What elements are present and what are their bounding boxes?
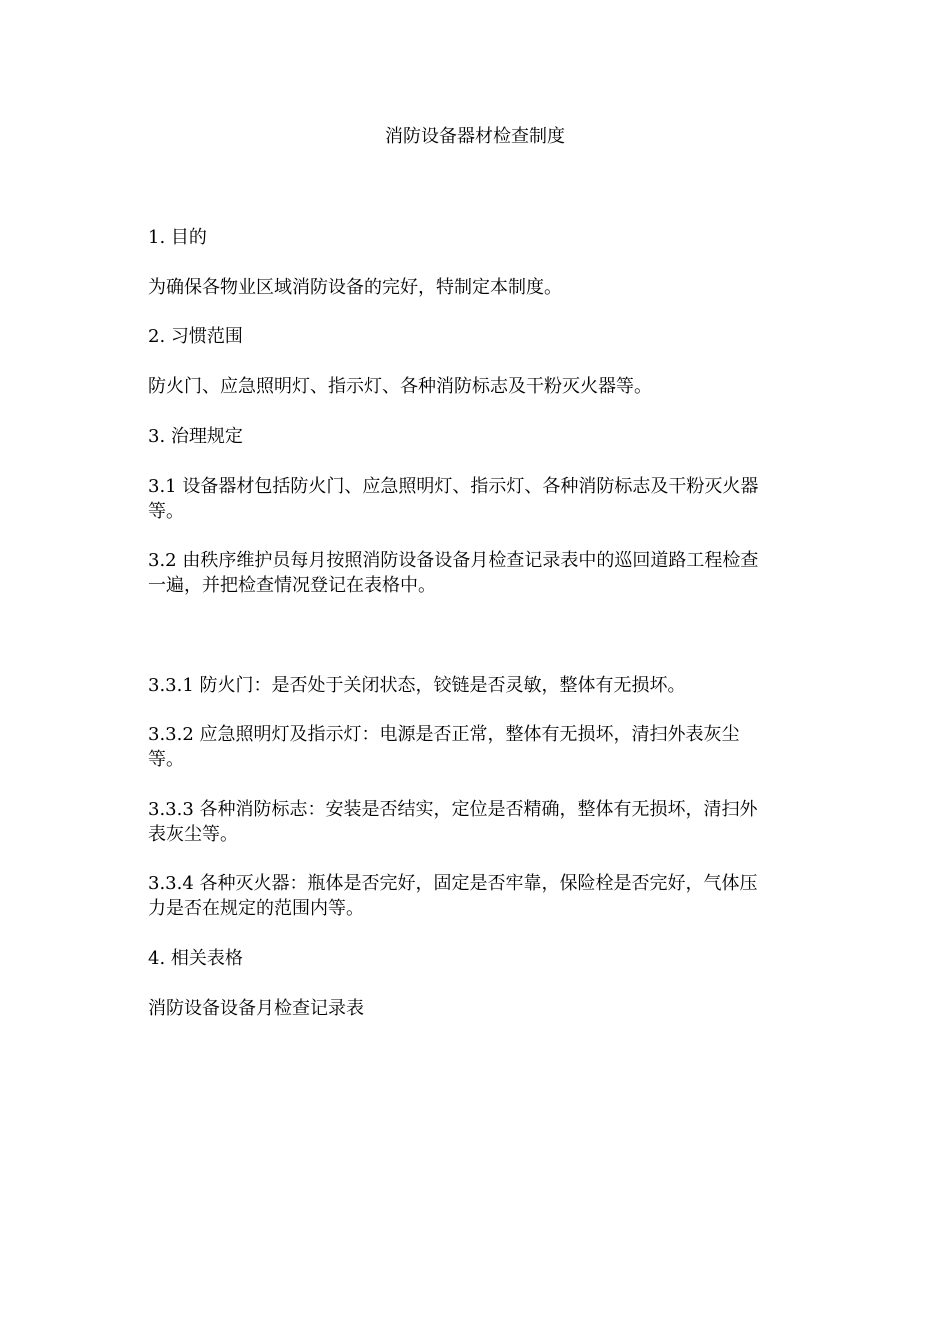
section-3-heading: 3. 治理规定 (148, 426, 243, 447)
document-title: 消防设备器材检查制度 (385, 126, 565, 147)
section-4-body: 消防设备设备月检查记录表 (148, 998, 364, 1019)
section-3-2-paragraph (148, 548, 796, 598)
section-2-heading: 2. 习惯范围 (148, 326, 243, 347)
section-3-1-line-1: 3.1 设备器材包括防火门、应急照明灯、指示灯、各种消防标志及干粉灭火器 (148, 476, 759, 497)
section-3-3-1-paragraph: 3.3.1 防火门：是否处于关闭状态，铰链是否灵敏，整体有无损坏。 (148, 675, 686, 696)
section-3-3-3-line-2: 表灰尘等。 (148, 824, 238, 845)
section-3-3-2-paragraph (148, 722, 796, 772)
section-3-3-2-line-2: 等。 (148, 749, 184, 770)
section-3-3-2-line-1: 3.3.2 应急照明灯及指示灯：电源是否正常，整体有无损坏，清扫外表灰尘 (148, 724, 740, 745)
section-3-2-line-1: 3.2 由秩序维护员每月按照消防设备设备月检查记录表中的巡回道路工程检查 (148, 550, 759, 571)
section-1-body: 为确保各物业区域消防设备的完好，特制定本制度。 (148, 277, 562, 298)
section-2-body: 防火门、应急照明灯、指示灯、各种消防标志及干粉灭火器等。 (148, 376, 652, 397)
section-3-1-paragraph (148, 474, 796, 524)
section-3-3-4-line-2: 力是否在规定的范围内等。 (148, 898, 364, 919)
section-3-3-3-line-1: 3.3.3 各种消防标志：安装是否结实，定位是否精确，整体有无损坏，清扫外 (148, 799, 758, 820)
section-1-heading: 1. 目的 (148, 227, 207, 248)
section-3-3-3-paragraph (148, 797, 796, 847)
section-4-heading: 4. 相关表格 (148, 948, 243, 969)
section-3-3-4-paragraph (148, 871, 796, 921)
section-3-1-line-2: 等。 (148, 501, 184, 522)
section-3-2-line-2: 一遍，并把检查情况登记在表格中。 (148, 575, 436, 596)
section-3-3-4-line-1: 3.3.4 各种灭火器：瓶体是否完好，固定是否牢靠，保险栓是否完好，气体压 (148, 873, 758, 894)
